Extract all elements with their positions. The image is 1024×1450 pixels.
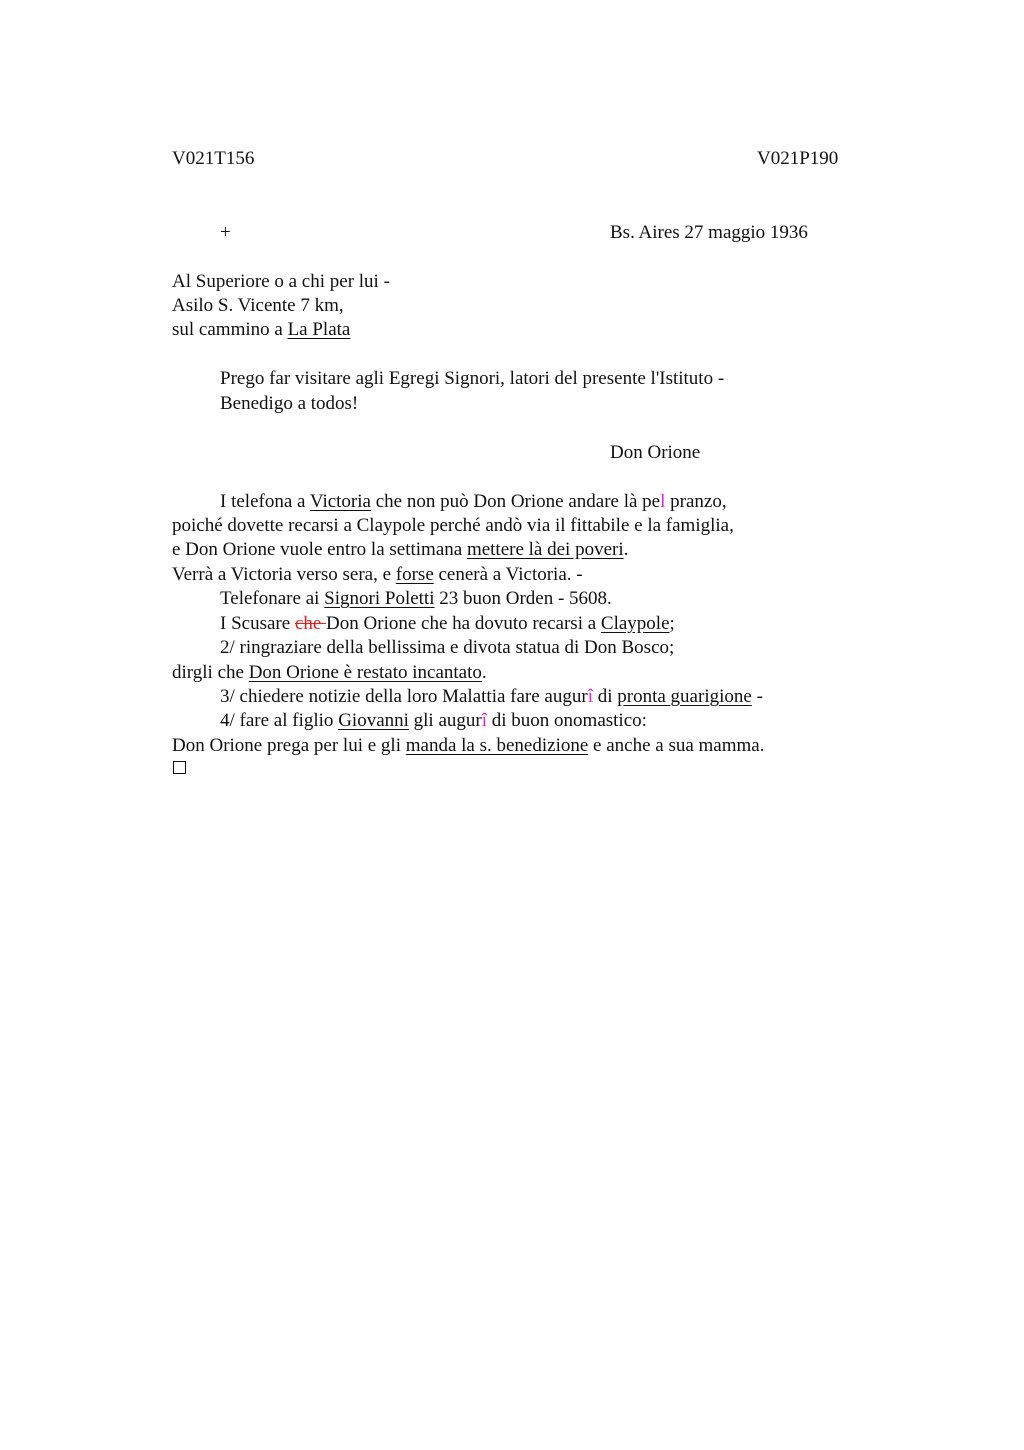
letter-date: Bs. Aires 27 maggio 1936 — [610, 222, 808, 243]
body-line-2: Benedigo a todos! — [220, 393, 359, 414]
note-line-6 — [220, 612, 675, 636]
note-underlined: Victoria — [309, 491, 371, 512]
note-text: dirgli che — [172, 662, 249, 683]
note-text: ; — [669, 613, 675, 634]
addressee-line-1: Al Superiore o a chi per lui - — [172, 271, 390, 292]
note-line-9 — [220, 685, 763, 709]
note-underlined: mettere là dei poveri — [466, 539, 624, 560]
note-correction: î — [481, 710, 488, 731]
header-left-code: V021T156 — [172, 148, 255, 169]
note-line-2: poiché dovette recarsi a Claypole perché andò via il fittabile e la famiglia, — [172, 515, 734, 536]
note-underlined: Claypole — [600, 613, 670, 634]
note-text: I telefona a — [220, 491, 310, 512]
note-text: gli augur — [408, 710, 482, 731]
signature: Don Orione — [610, 442, 701, 463]
note-text: pranzo, — [665, 491, 727, 512]
end-mark-square-icon — [173, 761, 186, 774]
note-underlined: Don Orione è restato incantato — [248, 662, 482, 683]
note-underlined: Giovanni — [338, 710, 409, 731]
note-text: Verrà a Victoria verso sera, e — [172, 564, 396, 585]
note-line-4 — [172, 563, 583, 587]
note-text: di — [592, 686, 618, 707]
note-line-5 — [220, 587, 612, 611]
body-line-1: Prego far visitare agli Egregi Signori, latori del presente l'Istituto - — [220, 368, 725, 389]
note-underlined: pronta guarigione — [617, 686, 752, 707]
note-text: cenerà a Victoria. - — [433, 564, 583, 585]
note-text: . — [623, 539, 629, 560]
addressee-place: La Plata — [287, 319, 351, 340]
note-text: e anche a sua mamma. — [588, 735, 765, 756]
note-text: Don Orione prega per lui e gli — [172, 735, 406, 756]
note-text: 23 buon Orden - 5608. — [434, 588, 612, 609]
note-correction: î — [587, 686, 593, 707]
note-line-1 — [220, 490, 727, 514]
header-right-code: V021P190 — [757, 148, 839, 169]
note-line-11 — [172, 734, 764, 758]
note-text: Telefonare ai — [220, 588, 325, 609]
note-correction: l — [660, 491, 666, 512]
note-text: . — [481, 662, 487, 683]
addressee-line-2: Asilo S. Vicente 7 km, — [172, 295, 344, 316]
note-struck-word: che — [294, 613, 327, 634]
note-text: 3/ chiedere notizie della loro Malattia fare augur — [220, 686, 588, 707]
note-line-7: 2/ ringraziare della bellissima e divota statua di Don Bosco; — [220, 637, 675, 658]
cross-mark: + — [220, 222, 231, 243]
note-underlined: manda la s. benedizione — [405, 735, 589, 756]
note-text: e Don Orione vuole entro la settimana — [172, 539, 467, 560]
note-underlined: Signori Poletti — [324, 588, 435, 609]
note-line-10 — [220, 709, 647, 733]
note-underlined: forse — [395, 564, 434, 585]
note-text: - — [751, 686, 763, 707]
note-line-3 — [172, 538, 628, 562]
note-text: Don Orione che ha dovuto recarsi a — [326, 613, 601, 634]
note-text: di buon onomastico: — [487, 710, 647, 731]
note-text: 4/ fare al figlio — [220, 710, 339, 731]
note-text: I Scusare — [220, 613, 295, 634]
note-text: che non può Don Orione andare là pe — [370, 491, 661, 512]
addressee-line-3 — [172, 318, 350, 342]
note-line-8 — [172, 661, 487, 685]
addressee-prefix: sul cammino a — [172, 319, 288, 340]
